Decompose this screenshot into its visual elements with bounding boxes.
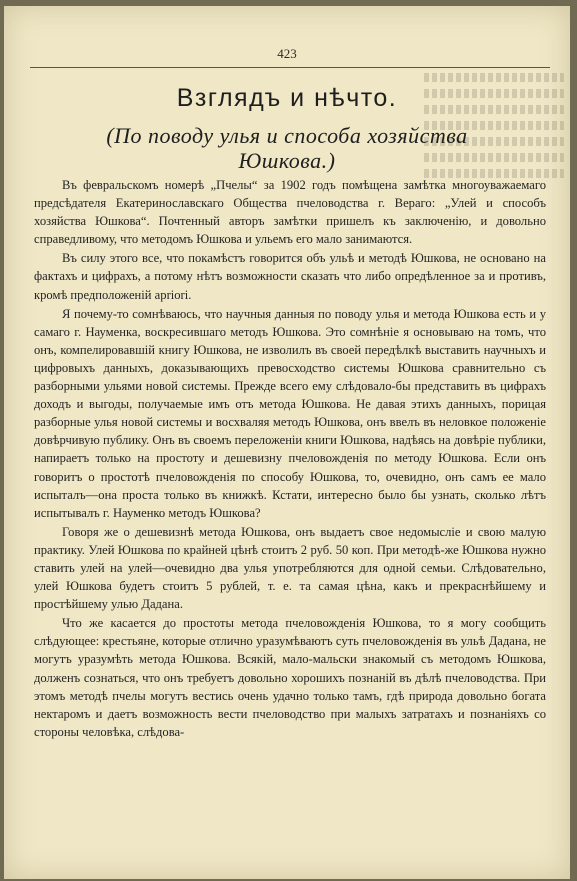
paragraph: Что же касается до простоты метода пчеловожденія Юшкова, то я могу сообщить слѣдующее: крестьяне, которые отлично уразумѣваютъ суть пчеловожденія въ ульѣ Дадана, не могутъ уразумѣть метода Юшкова. Всякій, мало-мальски знакомый съ методомъ Юшкова, долженъ сознаться, что онъ требуетъ довольно хорошихъ познаній въ дѣлѣ пчеловодства. При этомъ методѣ пчелы могутъ вестись очень удачно только тамъ, гдѣ природа довольно богата нектаромъ и даетъ возможность вести пчеловодство при малыхъ затратахъ и познаніяхъ со стороны человѣка, слѣдова- (34, 616, 546, 739)
paragraph: Говоря же о дешевизнѣ метода Юшкова, онъ выдаетъ свое недомысліе и свою малую практику. Улей Юшкова по крайней цѣнѣ стоитъ 2 руб. 50 коп. При методѣ-же Юшкова нужно ставить улей на улей—очевидно два улья употребляются для одной семьи. Слѣдовательно, улей Юшкова будетъ стоитъ 5 рублей, т. е. та самая цѣна, какъ и прекраснѣйшему и простѣйшему улью Дадана. (34, 524, 546, 612)
article-subtitle-line2: Юшкова.) (238, 148, 336, 173)
paragraph: Въ силу этого все, что покамѣстъ говорится объ ульѣ и методѣ Юшкова, не основано на фактахъ и цифрахъ, а потому нѣтъ возможности сказать что либо опредѣленное за и противъ, кромѣ предположеній apriori. (34, 251, 546, 302)
paragraph: Въ февральскомъ номерѣ „Пчелы“ за 1902 годъ помѣщена замѣтка многоуважаемаго предсѣдателя Екатеринославскаго Общества пчеловодства г. Вераго: „Улей и способъ хозяйства Юшкова“. Почтенный авторъ замѣтки пришелъ къ заключенію, и довольно справедливому, что методомъ Юшкова и ульемъ его мало занимаются. (34, 178, 546, 247)
article-subtitle-line1: (По поводу улья и способа хозяйства (106, 123, 468, 148)
article-title: Взглядъ и нѣчто. (176, 84, 398, 112)
page-number: 423 (277, 46, 297, 61)
paragraph: Я почему-то сомнѣваюсь, что научныя данныя по поводу улья и метода Юшкова есть и у самаго г. Науменка, воскресившаго методъ Юшкова. Это сомнѣніе я основываю на томъ, что онъ, компелировавшій книгу Юшкова, не изволилъ въ своей передѣлкѣ выставить научныхъ и цифровыхъ данныхъ, доказывающихъ превосходство системы Юшкова сравнительно съ разборными ульями новой системы. Прежде всего ему слѣдовало-бы представить въ цифрахъ доходъ и выгоды, получаемые имъ отъ метода Юшкова. Не давая этихъ данныхъ, порицая разборные улья новой системы и восхваляя методъ Юшкова, онъ ввелъ въ неловкое положеніе довѣрчивую публику. Онъ въ своемъ переложеніи книги Юшкова, надѣясь на довѣріе публики, напираетъ только на простоту и дешевизну пчеловожденія по методу Юшкова. Если онъ говоритъ о простотѣ пчеловожденія по способу Юшкова, то, очевидно, онъ самъ ее мало испыталъ—она проста только въ книжкѣ. Кстати, интересно было бы узнать, сколько лѣтъ испытывалъ г. Науменко методъ Юшкова? (34, 306, 546, 520)
article-body (34, 176, 546, 741)
header-rule (30, 67, 550, 68)
page (4, 6, 570, 879)
